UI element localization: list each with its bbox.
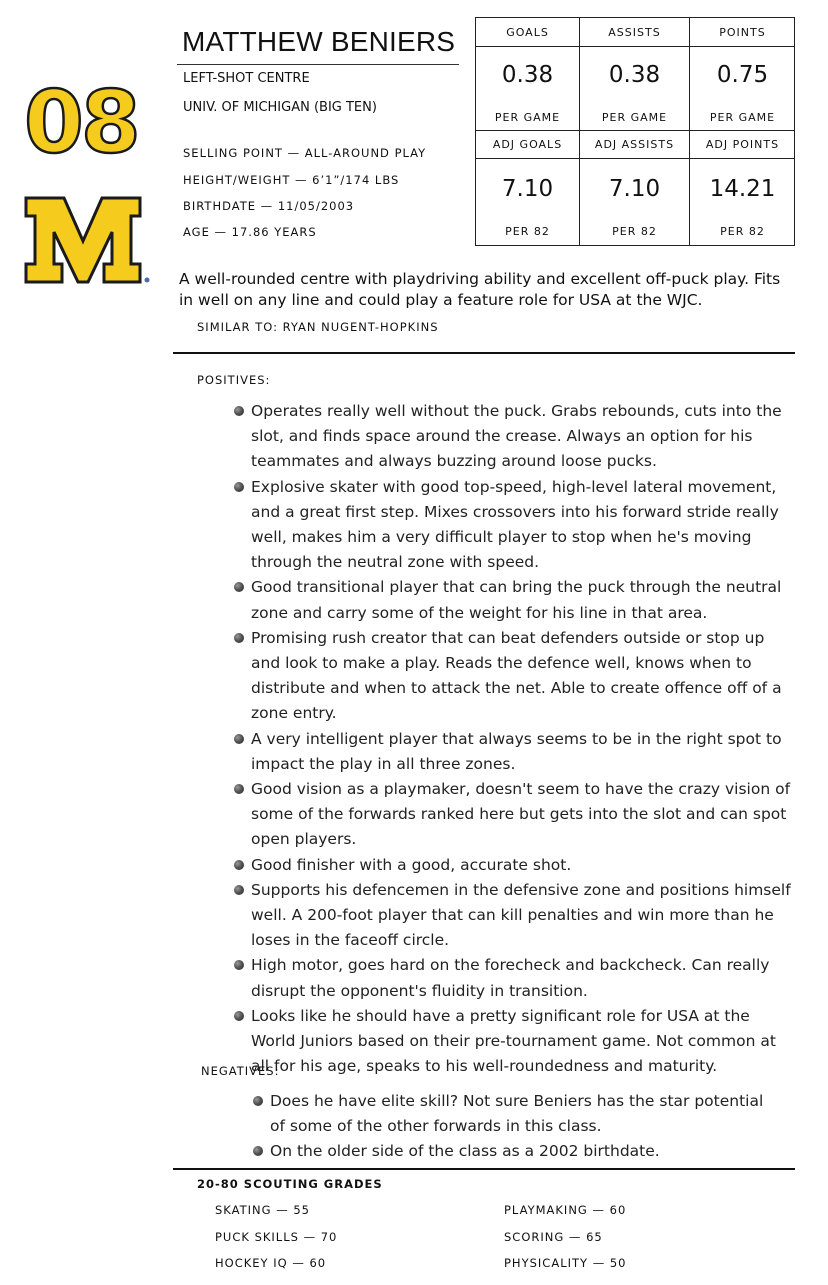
grade-hockey-iq: HOCKEY IQ — 60	[215, 1256, 327, 1270]
similar-player: SIMILAR TO: RYAN NUGENT-HOPKINS	[197, 320, 439, 334]
stat-header-points: POINTS	[719, 26, 766, 39]
player-team: UNIV. OF MICHIGAN (BIG TEN)	[183, 100, 377, 115]
stat-value-adj-goals: 7.10	[501, 176, 554, 202]
age: AGE — 17.86 YEARS	[183, 225, 317, 239]
negatives-title: NEGATIVES:	[201, 1064, 280, 1078]
list-item: Good vision as a playmaker, doesn't seem to have the crazy vision of some of the forwards ranked here but gets into the slot and can spot open players.	[234, 777, 796, 853]
stat-value-assists: 0.38	[608, 62, 661, 88]
michigan-logo	[24, 196, 152, 286]
grade-skating: SKATING — 55	[215, 1203, 310, 1217]
stat-header-adj-points: ADJ POINTS	[705, 138, 780, 151]
stat-sub-adj-goals: PER 82	[505, 225, 550, 238]
list-item: Good finisher with a good, accurate shot.	[234, 853, 796, 878]
list-item: On the older side of the class as a 2002 birthdate.	[253, 1139, 783, 1164]
summary-text: A well-rounded centre with playdriving ability and excellent off-puck play. Fits in well on any line and could play a feature role for USA at the WJC.	[179, 270, 781, 309]
list-item: Promising rush creator that can beat defenders outside or stop up and look to make a play. Reads the defence well, knows when to distribute and when to attack the net. Able to create offence off of a zone entry.	[234, 626, 796, 727]
stats-table	[475, 17, 795, 246]
stat-header-adj-goals: ADJ GOALS	[492, 138, 563, 151]
stat-value-adj-points: 14.21	[709, 176, 776, 202]
positives-list	[234, 399, 796, 1079]
selling-point: SELLING POINT — ALL-AROUND PLAY	[183, 146, 427, 160]
stat-sub-goals: PER GAME	[494, 111, 561, 124]
positives-title: POSITIVES:	[197, 373, 271, 387]
stat-value-goals: 0.38	[501, 62, 554, 88]
birthdate: BIRTHDATE — 11/05/2003	[183, 199, 355, 213]
stat-header-adj-assists: ADJ ASSISTS	[594, 138, 675, 151]
list-item: Explosive skater with good top-speed, high-level lateral movement, and a great first step. Mixes crossovers into his forward stride really well, makes him a very difficult player to stop when he's moving through the neutral zone with speed.	[234, 475, 796, 576]
player-position: LEFT-SHOT CENTRE	[183, 71, 310, 86]
list-item: Supports his defencemen in the defensive zone and positions himself well. A 200-foot player that can kill penalties and win more than he loses in the faceoff circle.	[234, 878, 796, 954]
stat-sub-adj-assists: PER 82	[612, 225, 657, 238]
list-item: Looks like he should have a pretty significant role for USA at the World Juniors based on their pre-tournament game. Not common at all for his age, speaks to his well-roundedness and maturity.	[234, 1004, 796, 1080]
list-item: Does he have elite skill? Not sure Beniers has the star potential of some of the other forwards in this class.	[253, 1089, 783, 1139]
stat-sub-adj-points: PER 82	[720, 225, 765, 238]
name-divider	[177, 64, 459, 65]
jersey-number: 08	[24, 73, 138, 173]
grade-playmaking: PLAYMAKING — 60	[504, 1203, 627, 1217]
section-divider-top	[173, 352, 795, 354]
stat-sub-points: PER GAME	[709, 111, 776, 124]
player-name: MATTHEW BENIERS	[182, 26, 456, 57]
stat-header-assists: ASSISTS	[608, 26, 661, 39]
grade-puck-skills: PUCK SKILLS — 70	[215, 1230, 338, 1244]
list-item: Operates really well without the puck. Grabs rebounds, cuts into the slot, and finds space around the crease. Always an option for his teammates and always buzzing around loose pucks.	[234, 399, 796, 475]
list-item: Good transitional player that can bring the puck through the neutral zone and carry some of the weight for his line in that area.	[234, 575, 796, 625]
list-item: A very intelligent player that always seems to be in the right spot to impact the play in all three zones.	[234, 727, 796, 777]
height-weight: HEIGHT/WEIGHT — 6’1”/174 LBS	[183, 173, 400, 187]
grade-scoring: SCORING — 65	[504, 1230, 603, 1244]
grades-title: 20-80 SCOUTING GRADES	[197, 1177, 383, 1191]
negatives-list	[253, 1089, 783, 1165]
list-item: High motor, goes hard on the forecheck and backcheck. Can really disrupt the opponent's fluidity in transition.	[234, 953, 796, 1003]
stat-header-goals: GOALS	[506, 26, 549, 39]
stat-value-points: 0.75	[716, 62, 769, 88]
stat-value-adj-assists: 7.10	[608, 176, 661, 202]
section-divider-bottom	[173, 1168, 795, 1170]
stat-sub-assists: PER GAME	[601, 111, 668, 124]
grade-physicality: PHYSICALITY — 50	[504, 1256, 627, 1270]
